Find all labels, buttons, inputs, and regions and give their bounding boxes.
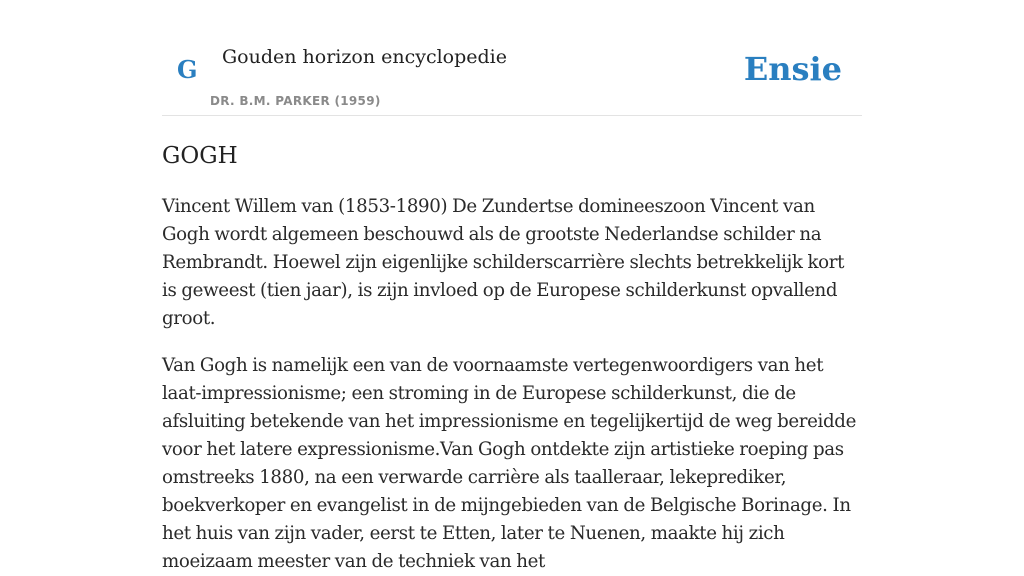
entry-body — [162, 193, 862, 576]
entry-paragraph: Vincent Willem van (1853-1890) De Zundertse domineeszoon Vincent van Gogh wordt algemeen beschouwd als de grootste Nederlandse schilder na Rembrandt. Hoewel zijn eigenlijke schilderscarrière slechts betrekkelijk kort is geweest (tien jaar), is zijn invloed op de Europese schilderkunst opvallend groot. — [162, 196, 845, 329]
page — [162, 0, 862, 576]
book-author: DR. B.M. PARKER (1959) — [210, 94, 381, 108]
entry-paragraph: Van Gogh is namelijk een van de voornaamste vertegenwoordigers van het laat-impressionisme; een stroming in de Europese schilderkunst, die de afsluiting betekende van het impressionisme en tegelijkertijd de weg bereidde voor het latere expressionisme.Van Gogh ontdekte zijn artistieke roeping pas omstreeks 1880, na een verwarde carrière als taalleraar, lekeprediker, boekverkoper en evangelist in de mijngebieden van de Belgische Borinage. In het huis van zijn vader, eerst te Etten, later te Nuenen, maakte hij zich moeizaam meester van de techniek van het — [162, 355, 857, 572]
book-initial-logo[interactable]: G — [177, 55, 198, 84]
header — [162, 0, 862, 116]
book-title-link[interactable]: Gouden horizon encyclopedie — [222, 46, 507, 68]
entry-title: GOGH — [162, 143, 238, 169]
ensie-logo-link[interactable]: Ensie — [743, 50, 842, 88]
